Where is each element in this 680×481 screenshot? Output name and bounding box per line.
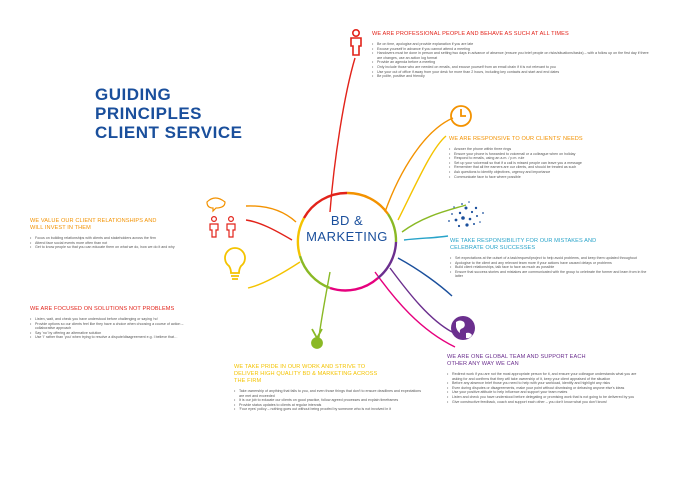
spoke-teal	[404, 236, 448, 240]
heading-line: WE TAKE RESPONSIBILITY FOR OUR MISTAKES AND	[450, 238, 597, 244]
lightbulb-icon	[225, 248, 245, 279]
list-item: • Take ownership of anything that falls to you, and even those things that don't to ensure deadlines and expectations are met and exceeded	[234, 389, 424, 398]
spoke-navy	[398, 258, 452, 296]
section-global-heading	[447, 354, 647, 368]
list-item: • Listen, wait, and check you have understood before challenging or saying 'no'	[30, 317, 200, 322]
section-global	[447, 354, 647, 404]
list-item: • Set expectations at the outset of a task/request/project to help avoid problems, and keep them updated throughout	[450, 256, 650, 261]
list-item: • Say 'no' by offering an alternative solution	[30, 331, 200, 336]
section-responsibility-heading	[450, 238, 650, 252]
spoke-pink	[375, 272, 455, 347]
spoke-purple	[390, 268, 452, 332]
heading-line: WE ARE ONE GLOBAL TEAM AND SUPPORT EACH	[447, 354, 586, 360]
list-item: • Ensure that success stories and mistakes are communicated with the group to celebrate the former and learn from in the latter	[450, 270, 650, 279]
person-icon	[351, 30, 361, 55]
list-item: • Be polite, positive and friendly	[372, 74, 652, 79]
list-item: • Provide status updates to clients at regular intervals	[234, 403, 424, 408]
list-item: • Attend face social events more often than not	[30, 241, 190, 246]
spoke-orange-left	[246, 206, 296, 222]
people-icon	[207, 198, 235, 237]
section-global-list	[447, 372, 647, 404]
medal-icon	[312, 329, 322, 348]
section-responsive-list	[449, 147, 659, 179]
heading-line: WE VALUE OUR CLIENT RELATIONSHIPS AND	[30, 218, 157, 224]
section-professional-list	[372, 42, 652, 79]
section-professional	[372, 31, 652, 79]
list-item: • Ensure your phone is forwarded to voicemail or a colleague when on holiday	[449, 152, 659, 157]
list-item: • Listen and check you have understood before delegating or promising work that is not going to be delivered by you	[447, 395, 647, 400]
section-solutions-heading: WE ARE FOCUSED ON SOLUTIONS NOT PROBLEMS	[30, 306, 175, 312]
list-item: • Apologise to the client and any relevant team more if your actions have caused delays or problems	[450, 261, 650, 266]
globe-icon	[451, 316, 475, 340]
spoke-orange	[385, 118, 453, 212]
list-item: • Use your positive attitude to help influence and support your team mates	[447, 390, 647, 395]
clock-icon	[451, 106, 471, 126]
spoke-yellow-left	[248, 262, 300, 288]
section-value-list	[30, 236, 190, 250]
heading-line: CELEBRATE OUR SUCCESSES	[450, 245, 536, 251]
list-item: • Communicate face to face where possible	[449, 175, 659, 180]
list-item: • Build client relationships, talk face to face as much as possible	[450, 265, 650, 270]
heading-line: DELIVER HIGH QUALITY BD & MARKETING ACROSS	[234, 371, 378, 377]
section-responsibility	[450, 238, 650, 279]
section-solutions	[30, 306, 200, 340]
list-item: • Give constructive feedback, coach and support each other – you don't know what you don't know!	[447, 400, 647, 405]
section-pride-heading	[234, 364, 424, 385]
section-pride	[234, 364, 424, 412]
list-item: • Before any absence brief those you need to help with your workload, identify and highlight any risks	[447, 381, 647, 386]
list-item: • It is our job to educate our clients on good practice, follow agreed processes and explain timeframes	[234, 398, 424, 403]
hub-label-line-2: MARKETING	[306, 229, 388, 244]
title-line-2: PRINCIPLES	[95, 104, 203, 123]
section-responsive-heading: WE ARE RESPONSIVE TO OUR CLIENTS' NEEDS	[449, 136, 583, 142]
list-item: • Provide an agenda before a meeting	[372, 60, 652, 65]
section-value-heading	[30, 218, 190, 232]
heading-line: OTHER ANY WAY WE CAN	[447, 361, 519, 367]
list-item: • 'Four eyes' policy – nothing goes out without being proofed by someone who is not involved in it	[234, 407, 424, 412]
list-item: • Handovers must be done in person and setting two days in advance of absence (ensure you brief people on risks/situations/tasks) – with a follow up on the first day if there are changes, use an action log format	[372, 51, 652, 60]
section-solutions-list	[30, 317, 200, 340]
main-title	[95, 85, 242, 142]
list-item: • Redirect work if you are not the most appropriate person for it, and ensure your colleague understands what you are asking for and confirms that they will take ownership of it, keep your client appraised of the situation	[447, 372, 647, 381]
section-professional-heading: WE ARE PROFESSIONAL PEOPLE AND BEHAVE AS SUCH AT ALL TIMES	[372, 31, 569, 37]
heading-line: WE TAKE PRIDE IN OUR WORK AND STRIVE TO	[234, 364, 366, 370]
spoke-green	[402, 205, 466, 232]
spoke-yellow	[398, 136, 446, 220]
title-line-1: GUIDING	[95, 85, 172, 104]
hub-label-line-1: BD &	[330, 213, 364, 228]
section-pride-list	[234, 389, 424, 412]
hub-label	[292, 213, 402, 245]
list-item: • Be on time, apologise and provide explanation if you are late	[372, 42, 652, 47]
list-item: • Use 'I' rather than 'you' when trying to resolve a dispute/disagreement e.g. I believe that…	[30, 335, 200, 340]
list-item: • Ask questions to identify objectives, urgency and importance	[449, 170, 659, 175]
list-item: • Excuse yourself in advance if you cannot attend a meeting	[372, 47, 652, 52]
section-responsive	[449, 136, 659, 179]
list-item: • Use your out of office if away from your desk for more than 2 hours, including key contacts and start and end dates	[372, 70, 652, 75]
list-item: • Focus on building relationships with clients and stakeholders across the firm	[30, 236, 190, 241]
title-line-3: CLIENT SERVICE	[95, 123, 243, 142]
section-value	[30, 218, 190, 250]
list-item: • Even during disputes or disagreements, make your point without dismissing or debasing anyone else's ideas	[447, 386, 647, 391]
list-item: • Only include those who are needed on emails, and excuse yourself from an email chain if it is not relevant to you	[372, 65, 652, 70]
list-item: • Respond to emails, using an a.m. / p.m. rule	[449, 156, 659, 161]
list-item: • Get to know people so that you can educate them on what we do, how we do it and why	[30, 245, 190, 250]
list-item: • Set up your voicemail so that if a call is missed people can leave you a message	[449, 161, 659, 166]
heading-line: WILL INVEST IN THEM	[30, 225, 91, 231]
section-responsibility-list	[450, 256, 650, 279]
heading-line: THE FIRM	[234, 378, 262, 384]
list-item: • Remember that all fee earners are our clients, and should be treated as such	[449, 165, 659, 170]
spoke-red-left	[246, 220, 292, 240]
list-item: • Provide options so our clients feel like they have a choice when choosing a course of action – collaborative approach	[30, 322, 200, 331]
spoke-red	[330, 58, 355, 212]
list-item: • Answer the phone within three rings	[449, 147, 659, 152]
